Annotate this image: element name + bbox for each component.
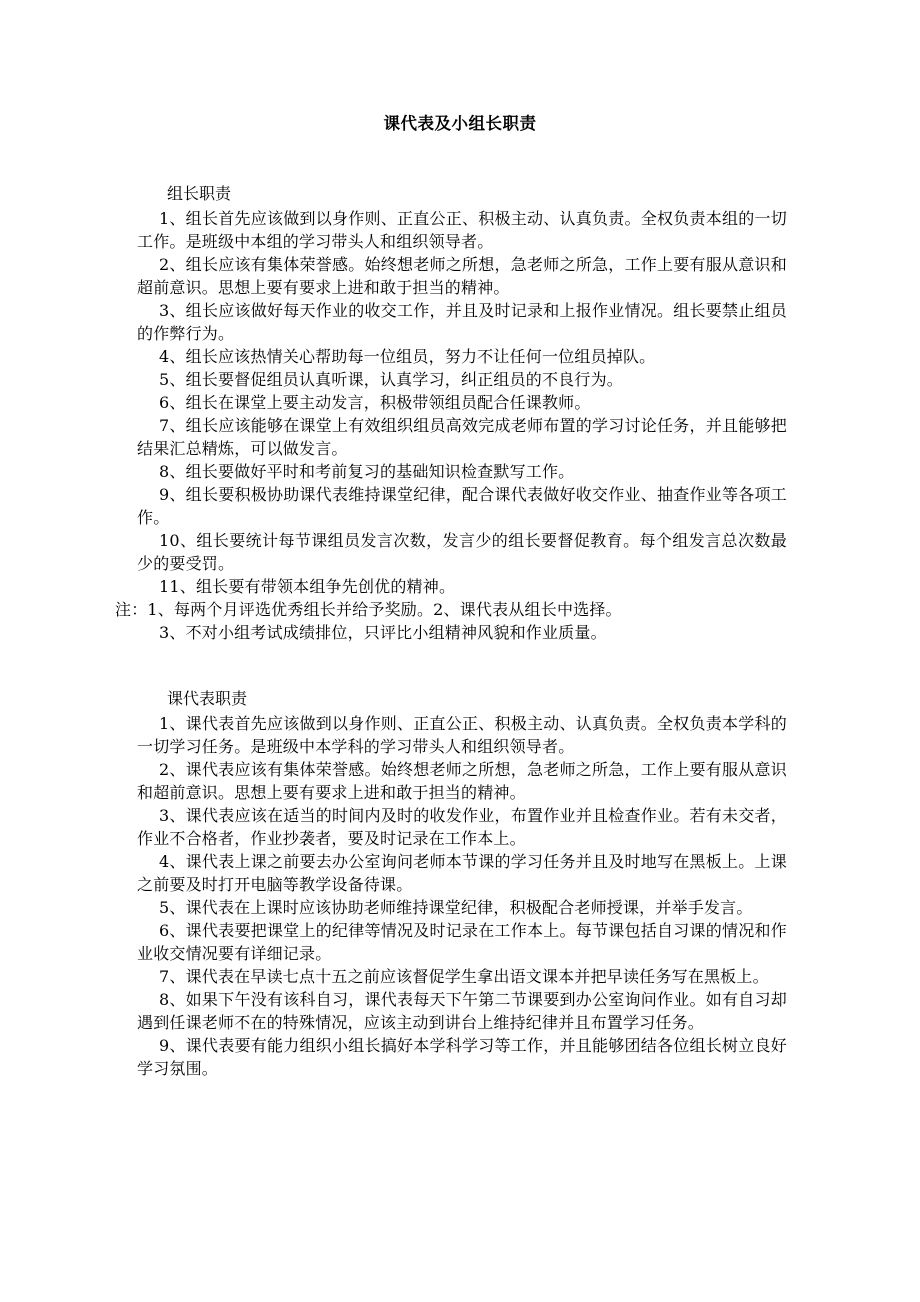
leader-duty-item: 9、组长要积极协助课代表维持课堂纪律，配合课代表做好收交作业、抽查作业等各项工作。: [137, 485, 787, 527]
rep-duties-section: [137, 687, 787, 1080]
leader-note-line-2: 3、不对小组考试成绩排位，只评比小组精神风貌和作业质量。: [159, 623, 607, 642]
leader-duty-item: 1、组长首先应该做到以身作则、正直公正、积极主动、认真负责。全权负责本组的一切工作。是班级中本组的学习带头人和组织领导者。: [137, 209, 787, 251]
rep-duty-item: 1、课代表首先应该做到以身作则、正直公正、积极主动、认真负责。全权负责本学科的一切学习任务。是班级中本学科的学习带头人和组织领导者。: [137, 714, 787, 756]
leader-duty-item: 6、组长在课堂上要主动发言，积极带领组员配合任课教师。: [159, 393, 591, 412]
rep-duty-item: 8、如果下午没有该科自习，课代表每天下午第二节课要到办公室询问作业。如有自习却遇到任课老师不在的特殊情况，应该主动到讲台上维持纪律并且布置学习任务。: [137, 990, 787, 1032]
rep-duty-item: 4、课代表上课之前要去办公室询问老师本节课的学习任务并且及时地写在黑板上。上课之前要及时打开电脑等教学设备待课。: [137, 852, 787, 894]
rep-duty-item: 9、课代表要有能力组织小组长搞好本学科学习等工作，并且能够团结各位组长树立良好学习氛围。: [137, 1036, 787, 1078]
leader-duty-item: 8、组长要做好平时和考前复习的基础知识检查默写工作。: [159, 462, 575, 481]
rep-duty-item: 5、课代表在上课时应该协助老师维持课堂纪律，积极配合老师授课，并举手发言。: [159, 898, 753, 917]
leader-duties-heading: 组长职责: [167, 184, 232, 203]
leader-duty-item: 2、组长应该有集体荣誉感。始终想老师之所想，急老师之所急，工作上要有服从意识和超前意识。思想上要有要求上进和敢于担当的精神。: [137, 255, 787, 297]
leader-duty-item: 5、组长要督促组员认真听课，认真学习，纠正组员的不良行为。: [159, 370, 623, 389]
leader-note-line-1: 注：1、每两个月评选优秀组长并给予奖励。2、课代表从组长中选择。: [115, 600, 622, 619]
leader-duty-item: 3、组长应该做好每天作业的收交工作，并且及时记录和上报作业情况。组长要禁止组员的作弊行为。: [137, 301, 787, 343]
leader-duty-item: 7、组长应该能够在课堂上有效组织组员高效完成老师布置的学习讨论任务，并且能够把结果汇总精炼，可以做发言。: [137, 416, 787, 458]
leader-duties-section: [115, 182, 787, 644]
rep-duties-heading: 课代表职责: [167, 689, 248, 708]
document-title: 课代表及小组长职责: [383, 114, 537, 133]
leader-duty-item: 10、组长要统计每节课组员发言次数，发言少的组长要督促教育。每个组发言总次数最少的要受罚。: [137, 531, 787, 573]
rep-duty-item: 3、课代表应该在适当的时间内及时的收发作业，布置作业并且检查作业。若有未交者，作业不合格者，作业抄袭者，要及时记录在工作本上。: [137, 806, 787, 848]
leader-duty-item: 11、组长要有带领本组争先创优的精神。: [159, 577, 456, 596]
leader-duty-item: 4、组长应该热情关心帮助每一位组员，努力不让任何一位组员掉队。: [159, 347, 656, 366]
rep-duty-item: 7、课代表在早读七点十五之前应该督促学生拿出语文课本并把早读任务写在黑板上。: [159, 967, 769, 986]
rep-duty-item: 6、课代表要把课堂上的纪律等情况及时记录在工作本上。每节课包括自习课的情况和作业收交情况要有详细记录。: [137, 921, 787, 963]
rep-duty-item: 2、课代表应该有集体荣誉感。始终想老师之所想，急老师之所急，工作上要有服从意识和超前意识。思想上要有要求上进和敢于担当的精神。: [137, 760, 787, 802]
